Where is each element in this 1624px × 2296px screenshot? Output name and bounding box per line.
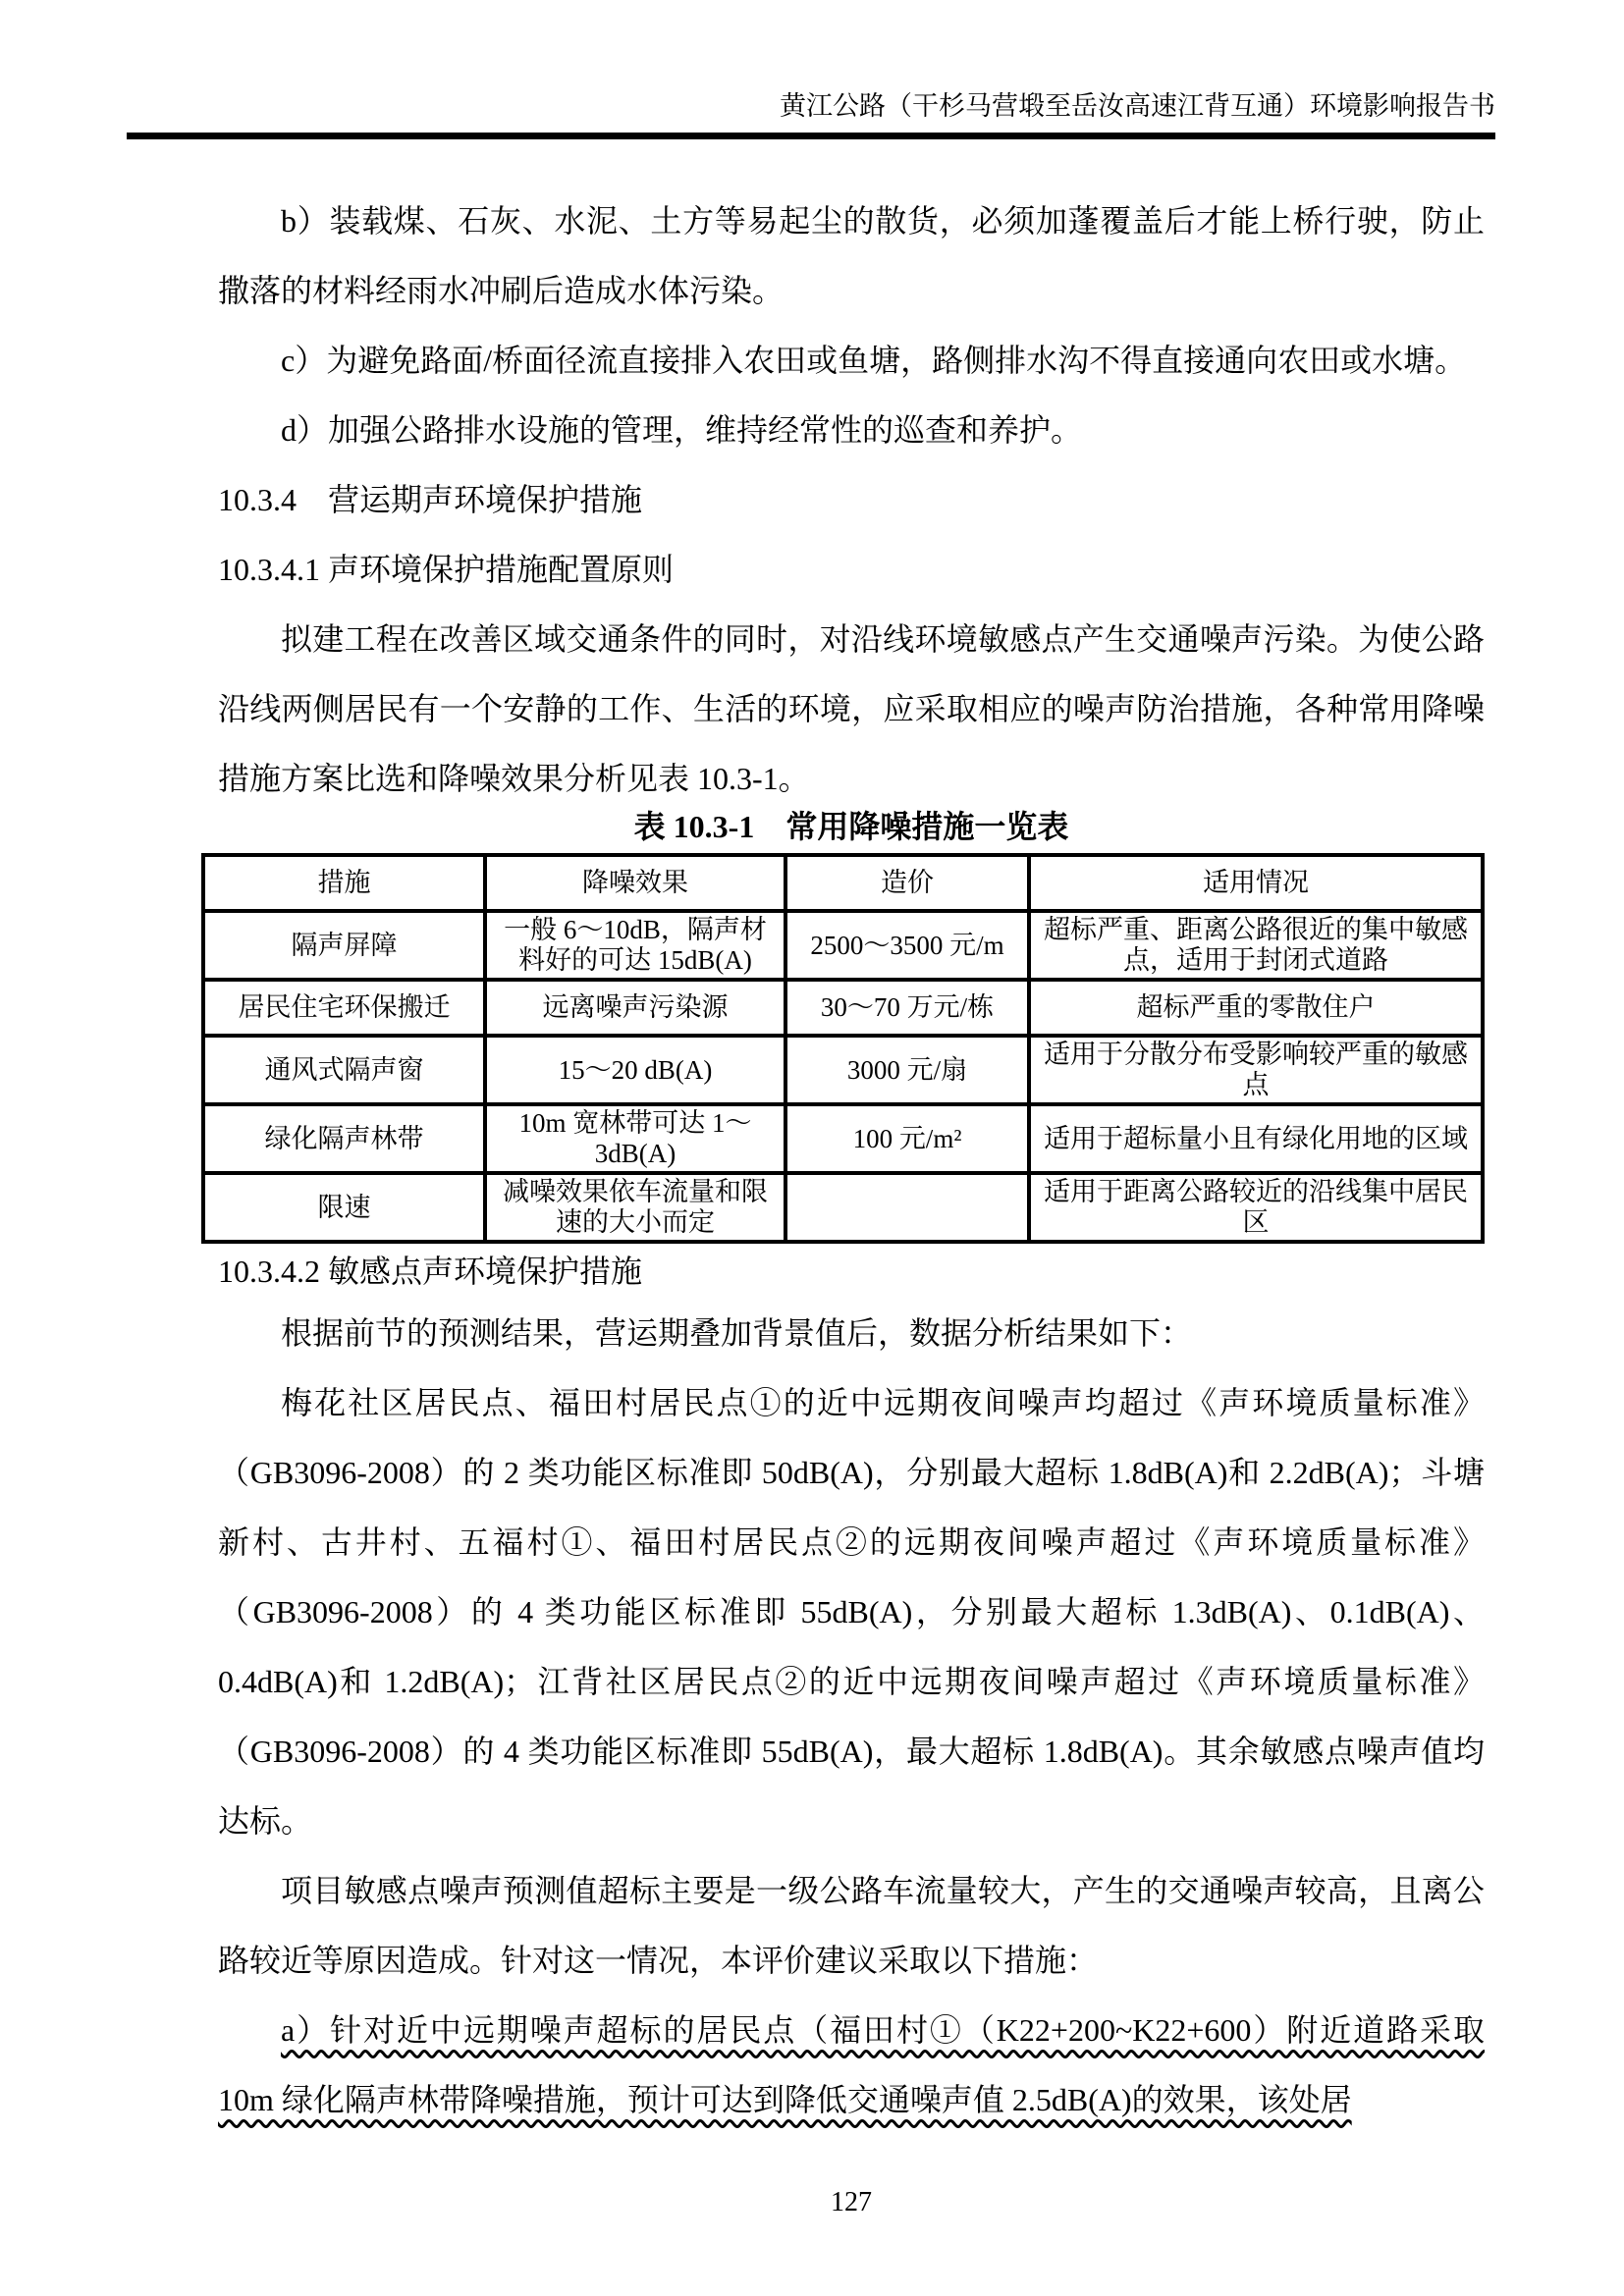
page-header	[127, 88, 1495, 139]
table-cell: 超标严重的零散住户	[1029, 980, 1483, 1036]
page-content	[218, 187, 1485, 2135]
section-heading-10-3-4-1: 10.3.4.1 声环境保护措施配置原则	[218, 552, 675, 587]
table-row	[203, 980, 1483, 1036]
paragraph-analysis: 梅花社区居民点、福田村居民点①的近中远期夜间噪声均超过《声环境质量标准》（GB3096-2008）的 2 类功能区标准即 50dB(A)，分别最大超标 1.8dB(A)和 2.2dB(A)；斗塘新村、古井村、五福村①、福田村居民点②的远期夜间噪声超过《声环境质量标准》（GB3096-2008）的 4 类功能区标准即 55dB(A)，分别最大超标 1.3dB(A)、0.1dB(A)、0.4dB(A)和 1.2dB(A)；江背社区居民点②的近中远期夜间噪声超过《声环境质量标准》（GB3096-2008）的 4 类功能区标准即 55dB(A)，最大超标 1.8dB(A)。其余敏感点噪声值均达标。	[218, 1385, 1485, 1839]
table-cell: 通风式隔声窗	[203, 1036, 485, 1104]
table-header-row	[203, 855, 1483, 911]
list-item-d: d）加强公路排水设施的管理，维持经常性的巡查和养护。	[281, 412, 1083, 448]
table-cell: 居民住宅环保搬迁	[203, 980, 485, 1036]
table-row	[203, 1104, 1483, 1173]
table-cell: 超标严重、距离公路很近的集中敏感点，适用于封闭式道路	[1029, 911, 1483, 980]
column-header-applicability: 适用情况	[1029, 855, 1483, 911]
table-cell: 远离噪声污染源	[485, 980, 785, 1036]
page-number: 127	[831, 2187, 872, 2217]
table-cell: 绿化隔声林带	[203, 1104, 485, 1173]
table-cell: 适用于分散分布受影响较严重的敏感点	[1029, 1036, 1483, 1104]
list-item-c: c）为避免路面/桥面径流直接排入农田或鱼塘，路侧排水沟不得直接通向农田或水塘。	[281, 343, 1467, 378]
table-cell: 适用于距离公路较近的沿线集中居民区	[1029, 1173, 1483, 1242]
table-cell: 限速	[203, 1173, 485, 1242]
table-title: 表 10.3-1 常用降噪措施一览表	[633, 809, 1069, 844]
column-header-cost: 造价	[785, 855, 1029, 911]
paragraph-intro: 拟建工程在改善区域交通条件的同时，对沿线环境敏感点产生交通噪声污染。为使公路沿线两侧居民有一个安静的工作、生活的环境，应采取相应的噪声防治措施，各种常用降噪措施方案比选和降噪效果分析见表 10.3-1。	[218, 621, 1485, 796]
column-header-measure: 措施	[203, 855, 485, 911]
table-row	[203, 1036, 1483, 1104]
table-cell: 一般 6～10dB，隔声材料好的可达 15dB(A)	[485, 911, 785, 980]
header-title: 黄江公路（干杉马营塅至岳汝高速江背互通）环境影响报告书	[780, 91, 1495, 121]
table-cell	[785, 1173, 1029, 1242]
paragraph-results-intro: 根据前节的预测结果，营运期叠加背景值后，数据分析结果如下：	[281, 1315, 1193, 1351]
list-item-b: b）装载煤、石灰、水泥、土方等易起尘的散货，必须加蓬覆盖后才能上桥行驶，防止撒落的材料经雨水冲刷后造成水体污染。	[218, 203, 1485, 308]
table-cell: 2500～3500 元/m	[785, 911, 1029, 980]
table-row	[203, 911, 1483, 980]
column-header-effect: 降噪效果	[485, 855, 785, 911]
table-cell: 适用于超标量小且有绿化用地的区域	[1029, 1104, 1483, 1173]
table-cell: 3000 元/扇	[785, 1036, 1029, 1104]
paragraph-causes: 项目敏感点噪声预测值超标主要是一级公路车流量较大，产生的交通噪声较高，且离公路较近等原因造成。针对这一情况，本评价建议采取以下措施：	[218, 1873, 1485, 1978]
table-cell: 10m 宽林带可达 1～3dB(A)	[485, 1104, 785, 1173]
table-cell: 15～20 dB(A)	[485, 1036, 785, 1104]
table-cell: 30～70 万元/栋	[785, 980, 1029, 1036]
section-heading-10-3-4-2: 10.3.4.2 敏感点声环境保护措施	[218, 1254, 643, 1289]
paragraph-measure-a: a）针对近中远期噪声超标的居民点（福田村①（K22+200~K22+600）附近道路采取 10m 绿化隔声林带降噪措施，预计可达到降低交通噪声值 2.5dB(A)的效果，该处居	[218, 2012, 1485, 2117]
table-cell: 减噪效果依车流量和限速的大小而定	[485, 1173, 785, 1242]
page-footer	[218, 2185, 1485, 2220]
table-cell: 隔声屏障	[203, 911, 485, 980]
table-cell: 100 元/m²	[785, 1104, 1029, 1173]
noise-measures-table	[201, 853, 1485, 1244]
table-row	[203, 1173, 1483, 1242]
section-heading-10-3-4: 10.3.4 营运期声环境保护措施	[218, 482, 643, 517]
